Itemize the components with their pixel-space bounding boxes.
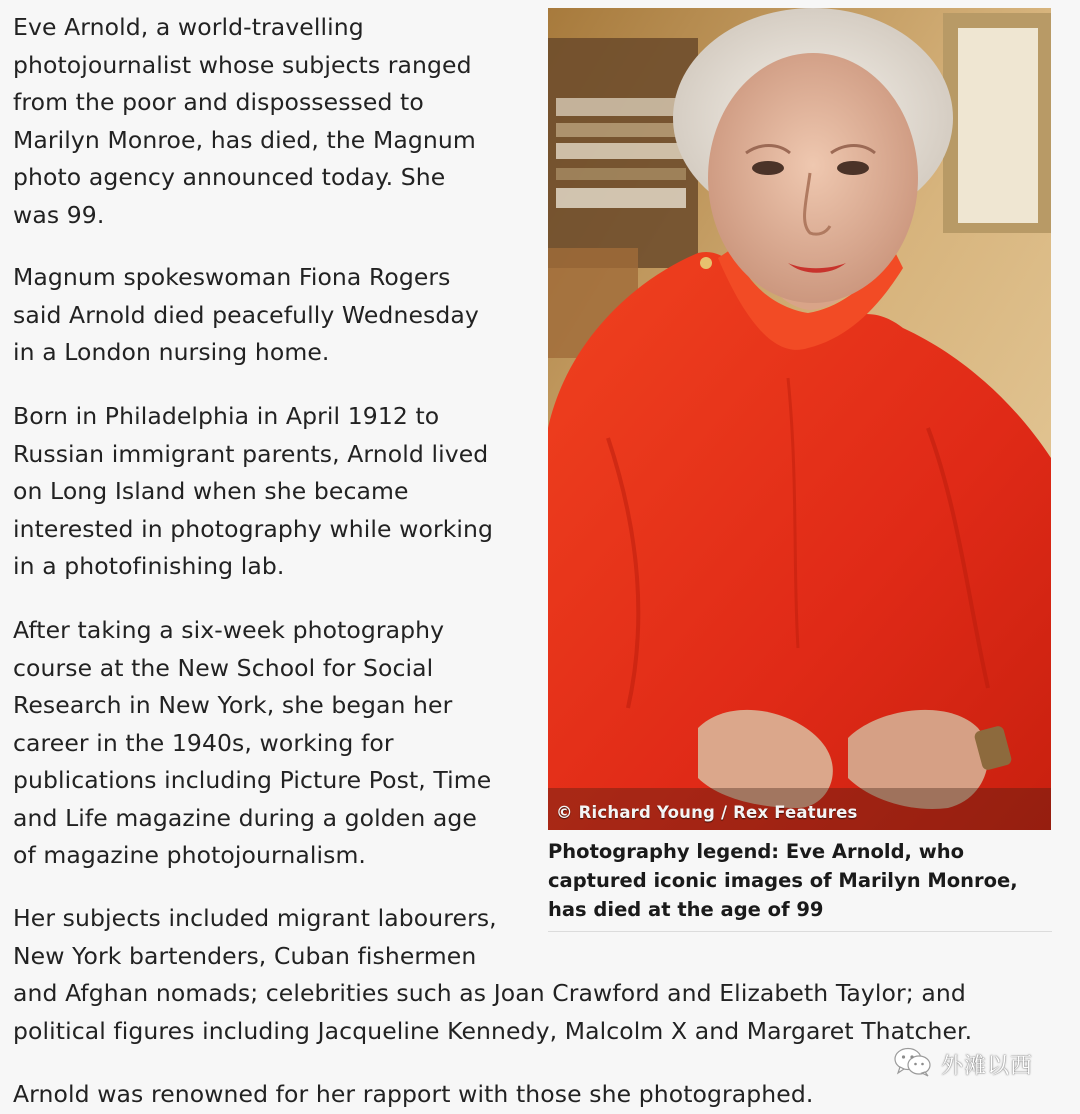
caption-line: captured iconic images of Marilyn Monroe, bbox=[548, 869, 1018, 892]
text-line: publications including Picture Post, Time bbox=[13, 766, 492, 794]
text-line: Marilyn Monroe, has died, the Magnum bbox=[13, 125, 476, 154]
text-line: After taking a six-week photography bbox=[13, 616, 445, 644]
text-line: from the poor and dispossessed to bbox=[13, 88, 424, 116]
text-line: photo agency announced today. She bbox=[13, 163, 446, 191]
text-line: in a photofinishing lab. bbox=[13, 552, 285, 580]
text-line: said Arnold died peacefully Wednesday bbox=[13, 300, 479, 329]
wechat-icon bbox=[893, 1046, 933, 1082]
paragraph-4 bbox=[13, 612, 491, 875]
watermark-text: 外滩以西 bbox=[941, 1053, 1034, 1079]
text-line: New York bartenders, Cuban fishermen bbox=[13, 941, 477, 970]
paragraph-2 bbox=[13, 259, 479, 372]
text-line: was 99. bbox=[13, 200, 105, 229]
portrait-photo bbox=[548, 8, 1051, 830]
caption-divider bbox=[548, 931, 1052, 932]
text-line: Eve Arnold, a world-travelling bbox=[13, 13, 364, 41]
text-line: career in the 1940s, working for bbox=[13, 728, 394, 757]
text-line: Magnum spokeswoman Fiona Rogers bbox=[13, 263, 451, 291]
text-line: Russian immigrant parents, Arnold lived bbox=[13, 439, 489, 468]
text-line: and Afghan nomads; celebrities such as Joan Crawford and Elizabeth Taylor; and bbox=[13, 979, 966, 1007]
text-line: Born in Philadelphia in April 1912 to bbox=[13, 402, 440, 430]
text-line: interested in photography while working bbox=[13, 514, 494, 543]
text-line: of magazine photojournalism. bbox=[13, 841, 367, 869]
paragraph-6 bbox=[13, 1076, 813, 1114]
text-line: in a London nursing home. bbox=[13, 338, 330, 366]
paragraph-3 bbox=[13, 398, 493, 586]
caption-line: Photography legend: Eve Arnold, who bbox=[548, 840, 965, 863]
wechat-watermark bbox=[893, 1046, 1033, 1082]
text-line: photojournalist whose subjects ranged bbox=[13, 50, 472, 79]
photo-caption bbox=[548, 837, 1058, 924]
text-line: Research in New York, she began her bbox=[13, 691, 453, 719]
paragraph-1 bbox=[13, 9, 476, 234]
text-line: course at the New School for Social bbox=[13, 653, 434, 682]
caption-line: has died at the age of 99 bbox=[548, 898, 824, 921]
text-line: political figures including Jacqueline Kennedy, Malcolm X and Margaret Thatcher. bbox=[13, 1016, 973, 1045]
text-line: Her subjects included migrant labourers, bbox=[13, 904, 497, 932]
text-line: and Life magazine during a golden age bbox=[13, 803, 477, 832]
text-line: Arnold was renowned for her rapport with those she photographed. bbox=[13, 1080, 814, 1108]
photo-credit: © Richard Young / Rex Features bbox=[556, 803, 858, 822]
text-line: on Long Island when she became bbox=[13, 477, 409, 505]
